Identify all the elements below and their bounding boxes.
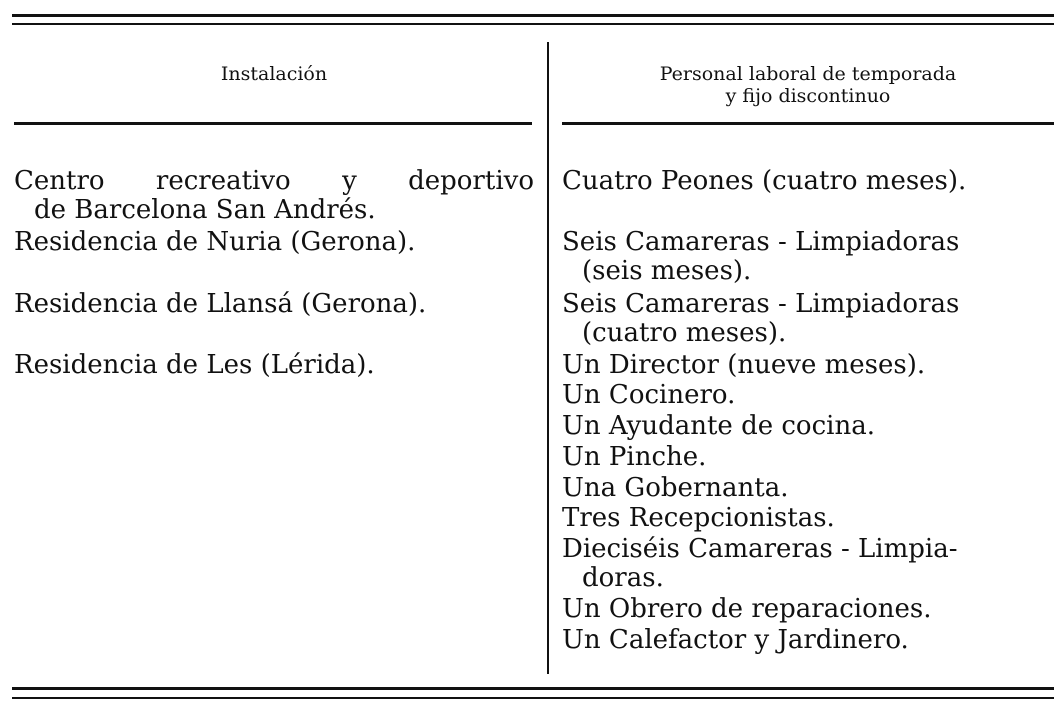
top-rule-2 bbox=[12, 23, 1054, 25]
header-rule-left bbox=[14, 122, 532, 125]
staff-line: Una Gobernanta. bbox=[562, 473, 789, 503]
header-rule-right bbox=[562, 122, 1054, 125]
staff-line: Cuatro Peones (cuatro meses). bbox=[562, 166, 967, 196]
installation-row bbox=[14, 351, 375, 380]
staff-row bbox=[562, 228, 959, 286]
staff-line: Tres Recepcionistas. bbox=[562, 503, 835, 533]
staff-line: Un Obrero de reparaciones. bbox=[562, 594, 932, 624]
bottom-rule-2 bbox=[12, 697, 1054, 699]
staff-row bbox=[562, 290, 959, 348]
installation-line bbox=[14, 167, 534, 196]
installation-row bbox=[14, 290, 426, 319]
staff-line: Un Calefactor y Jardinero. bbox=[562, 625, 909, 655]
staff-line: Dieciséis Camareras - Limpia- bbox=[562, 534, 958, 564]
staff-row bbox=[562, 535, 958, 593]
installation-word: deportivo bbox=[408, 166, 534, 196]
installation-line: Residencia de Nuria (Gerona). bbox=[14, 227, 416, 257]
header-staff-line1: Personal laboral de temporada bbox=[659, 63, 957, 85]
column-divider bbox=[547, 42, 549, 674]
top-rule-1 bbox=[12, 14, 1054, 17]
installation-row bbox=[14, 228, 415, 257]
staff-row bbox=[562, 351, 925, 380]
staff-row bbox=[562, 412, 875, 441]
staff-row bbox=[562, 167, 966, 196]
staff-line-cont: (cuatro meses). bbox=[582, 318, 787, 348]
staff-row bbox=[562, 595, 932, 624]
staff-row bbox=[562, 443, 706, 472]
staff-row bbox=[562, 626, 909, 655]
installation-word: recreativo bbox=[155, 166, 291, 196]
staff-line: Un Director (nueve meses). bbox=[562, 350, 926, 380]
staff-line-cont: (seis meses). bbox=[582, 256, 752, 286]
staff-line: Un Pinche. bbox=[562, 442, 707, 472]
installation-row bbox=[14, 167, 534, 225]
staff-row bbox=[562, 474, 789, 503]
staff-line: Un Cocinero. bbox=[562, 380, 736, 410]
installation-word: Centro bbox=[14, 166, 105, 196]
installation-word: y bbox=[342, 166, 357, 196]
staff-line: Un Ayudante de cocina. bbox=[562, 411, 875, 441]
header-installation: Instalación bbox=[220, 63, 328, 85]
staff-row bbox=[562, 504, 835, 533]
bottom-rule-1 bbox=[12, 687, 1054, 690]
header-staff-line2: y fijo discontinuo bbox=[725, 85, 891, 107]
staff-line: Seis Camareras - Limpiadoras bbox=[562, 289, 960, 319]
staff-row bbox=[562, 381, 735, 410]
installation-line-cont: de Barcelona San Andrés. bbox=[34, 195, 376, 225]
staff-line: Seis Camareras - Limpiadoras bbox=[562, 227, 960, 257]
staff-line-cont: doras. bbox=[582, 563, 664, 593]
installation-line: Residencia de Llansá (Gerona). bbox=[14, 289, 427, 319]
header-staff bbox=[560, 63, 1056, 107]
installation-line: Residencia de Les (Lérida). bbox=[14, 350, 375, 380]
